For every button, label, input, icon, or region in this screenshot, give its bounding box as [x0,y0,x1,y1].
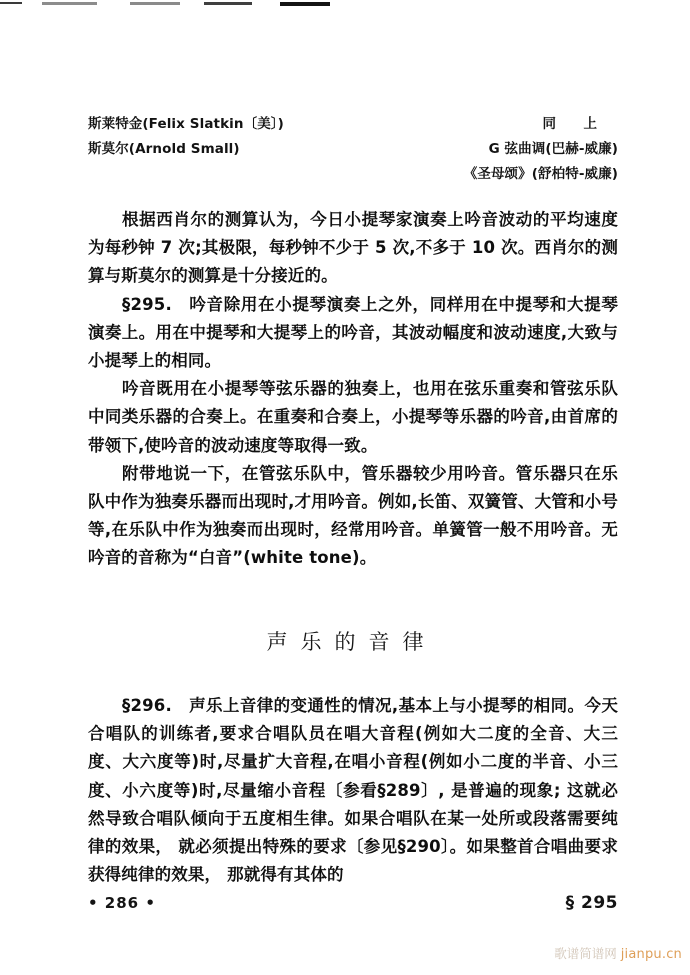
section-heading-text: 声乐的音律 [266,630,437,654]
watermark-domain-text: jianpu.cn [620,947,682,962]
body-text-lower [0,692,690,889]
credit-piece-title: 同 上 [542,116,604,132]
page-footer [0,893,690,913]
scan-artifact-bar [280,2,330,6]
body-paragraph: 吟音既用在小提琴等弦乐器的独奏上，也用在弦乐重奏和管弦乐队中同类乐器的合奏上。在重奏和合奏上，小提琴等乐器的吟音,由首席的带领下,使吟音的波动速度等取得一致。 [88,379,618,455]
page-number: • 286 • [88,894,156,912]
body-paragraph: §296. 声乐上音律的变通性的情况,基本上与小提琴的相同。今天合唱队的训练者,要求合唱队员在唱大音程(例如大二度的全音、大三度、大六度等)时,尽量扩大音程,在唱小音程(例如小二度的半音、小三度、小六度等)时,尽量缩小音程〔参看§289〕, 是普遍的现象; 这就必然导致合唱队倾向于五度相生律。如果合唱队在某一处所或段落需要纯律的效果， 就必须提出特殊的要求〔参见§290〕。如果整首合唱曲要求获得纯律的效果， 那就得有其体的 [88,696,618,885]
body-text-upper [0,206,690,573]
footer-section-marker: § 295 [565,893,618,913]
scan-artifact-bar [42,2,97,5]
credit-piece-title: 《圣母颂》(舒柏特-威廉) [463,166,618,182]
credit-performer-name: 斯莱特金(Felix Slatkin〔美〕) [88,116,284,132]
body-paragraph: §295. 吟音除用在小提琴演奏上之外，同样用在中提琴和大提琴演奏上。用在中提琴和大提琴上的吟音，其波动幅度和波动速度,大致与小提琴上的相同。 [88,294,618,371]
paragraph-section-marker: §296. [122,696,189,715]
paragraph-section-marker: §295. [122,294,189,314]
scan-artifact-bar [204,2,252,5]
scan-artifact-bar [0,2,22,4]
credit-row [88,112,618,137]
section-heading [0,626,690,656]
body-paragraph: 根据西肖尔的测算认为，今日小提琴家演奏上吟音波动的平均速度为每秒钟 7 次;其极限，每秒钟不少于 5 次,不多于 10 次。西肖尔的测算与斯莫尔的测算是十分接近的。 [88,210,618,286]
credit-row [88,162,618,187]
watermark-chinese-text: 歌谱简谱网 [554,946,617,961]
credit-piece-title: G 弦曲调(巴赫-威廉) [488,141,618,157]
performer-credits-block [0,112,690,187]
credit-performer-name: 斯莫尔(Arnold Small) [88,141,240,157]
body-paragraph: 附带地说一下，在管弦乐队中，管乐器较少用吟音。管乐器只在乐队中作为独奏乐器而出现时,才用吟音。例如,长笛、双簧管、大管和小号等,在乐队中作为独奏而出现时，经常用吟音。单簧管一般不用吟音。无吟音的音称为“白音”(white tone)。 [88,463,618,568]
site-watermark [554,944,682,962]
scan-artifact-bar [130,2,180,5]
credit-row [88,137,618,162]
scan-artifact-strip [0,0,690,14]
